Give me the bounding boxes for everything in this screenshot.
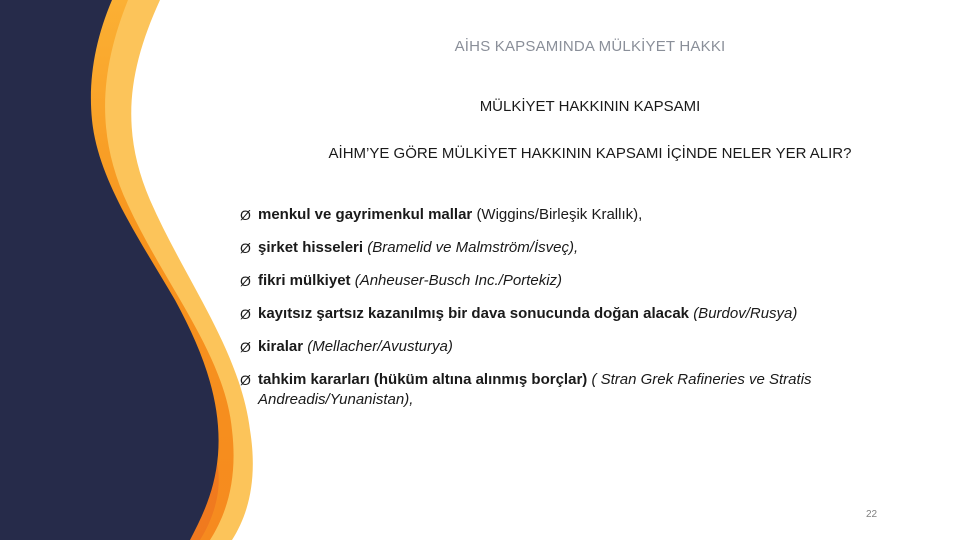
arrow-bullet-icon: Ø [240, 273, 251, 289]
bullet-term: şirket hisseleri [258, 239, 364, 256]
bullet-list [240, 205, 930, 423]
question-heading: AİHM’YE GÖRE MÜLKİYET HAKKININ KAPSAMI İÇİNDE NELER YER ALIR? [328, 145, 852, 162]
arrow-bullet-icon: Ø [240, 240, 251, 256]
arrow-bullet-icon: Ø [240, 306, 251, 322]
list-item [240, 337, 930, 357]
bullet-term: tahkim kararları (hüküm altına alınmış borçlar) [258, 371, 588, 388]
bullet-case: (Burdov/Rusya) [693, 305, 798, 322]
list-item [240, 238, 930, 258]
bullet-case: (Anheuser-Busch Inc./Portekiz) [354, 272, 563, 289]
header-title: AİHS KAPSAMINDA MÜLKİYET HAKKI [454, 38, 726, 55]
list-item [240, 370, 930, 410]
bullet-term: fikri mülkiyet [258, 272, 351, 289]
section-title: MÜLKİYET HAKKININ KAPSAMI [479, 98, 701, 115]
arrow-bullet-icon: Ø [240, 339, 251, 355]
list-item [240, 205, 930, 225]
bullet-case: (Bramelid ve Malmström/İsveç), [367, 239, 579, 256]
arrow-bullet-icon: Ø [240, 372, 251, 388]
list-item [240, 304, 930, 324]
bullet-case: (Wiggins/Birleşik Krallık), [476, 206, 643, 223]
page-number: 22 [866, 509, 878, 520]
arrow-bullet-icon: Ø [240, 207, 251, 223]
bullet-case: ( Stran Grek Rafineries ve Stratis Andreadis/Yunanistan), [258, 371, 812, 408]
bullet-term: kiralar [258, 338, 304, 355]
list-item [240, 271, 930, 291]
bullet-term: kayıtsız şartsız kazanılmış bir dava sonucunda doğan alacak [258, 305, 690, 322]
bullet-term: menkul ve gayrimenkul mallar [258, 206, 473, 223]
decorative-sidebar [0, 0, 260, 540]
bullet-case: (Mellacher/Avusturya) [307, 338, 453, 355]
